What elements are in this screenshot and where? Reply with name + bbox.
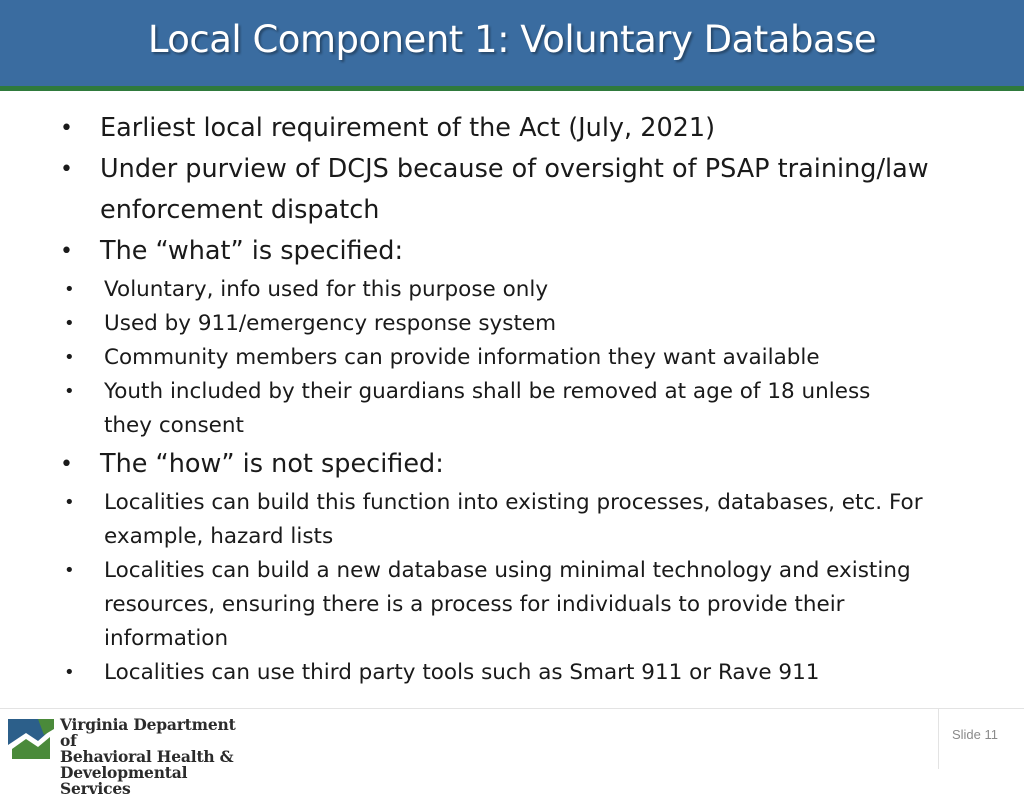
sub-bullet-item [52,656,984,690]
sub-bullet-text: Used by 911/emergency response system [104,311,557,336]
bullet-list [0,108,1024,690]
bullet-glyph: • [64,381,75,402]
bullet-text: The “what” is specified: [100,236,404,266]
sub-bullet-item [52,273,984,307]
bullet-glyph: • [60,157,73,182]
sub-bullet-text: Localities can use third party tools such as Smart 911 or Rave 911 [104,660,820,685]
bullet-item [0,231,1024,443]
logo-line: Behavioral Health & [60,747,234,766]
slide-number: Slide 11 [951,727,998,742]
bullet-glyph: • [60,452,73,477]
slide-content [0,108,1024,691]
bullet-glyph: • [64,492,75,513]
sub-bullet-item [52,486,984,554]
bullet-item [0,149,1024,231]
sub-bullet-text: Community members can provide information they want available [104,345,820,370]
logo-mark-icon [8,719,54,763]
sub-bullet-text: Voluntary, info used for this purpose only [104,277,549,302]
sub-bullet-item [52,375,984,443]
sub-bullet-item [52,341,984,375]
bullet-glyph: • [64,560,75,581]
sub-bullet-list [52,486,984,690]
bullet-item [0,108,1024,149]
sub-bullet-item [52,554,984,656]
sub-bullet-text: Youth included by their guardians shall be removed at age of 18 unless they consent [104,379,871,438]
bullet-glyph: • [60,116,73,141]
logo-line: Virginia Department of [60,715,236,750]
logo-text [60,717,250,797]
slide-title: Local Component 1: Voluntary Database [147,18,877,61]
bullet-glyph: • [60,239,73,264]
logo-line: Developmental Services [60,763,188,798]
bullet-text: The “how” is not specified: [100,449,444,479]
bullet-glyph: • [64,313,75,334]
bullet-text: Earliest local requirement of the Act (July, 2021) [100,113,716,143]
bullet-glyph: • [64,662,75,683]
sub-bullet-text: Localities can build a new database using minimal technology and existing resources, ensuring there is a process for individuals to provide their information [104,558,911,651]
bullet-text: Under purview of DCJS because of oversight of PSAP training/law enforcement dispatch [100,154,929,225]
dbhds-logo [8,715,248,798]
sub-bullet-text: Localities can build this function into existing processes, databases, etc. For example, hazard lists [104,490,923,549]
sub-bullet-list [52,273,984,443]
slide-footer [0,708,1024,798]
footer-divider [938,709,939,769]
bullet-item [0,444,1024,690]
sub-bullet-item [52,307,984,341]
bullet-glyph: • [64,347,75,368]
title-divider [0,86,1024,91]
bullet-glyph: • [64,279,75,300]
title-bar [0,0,1024,86]
